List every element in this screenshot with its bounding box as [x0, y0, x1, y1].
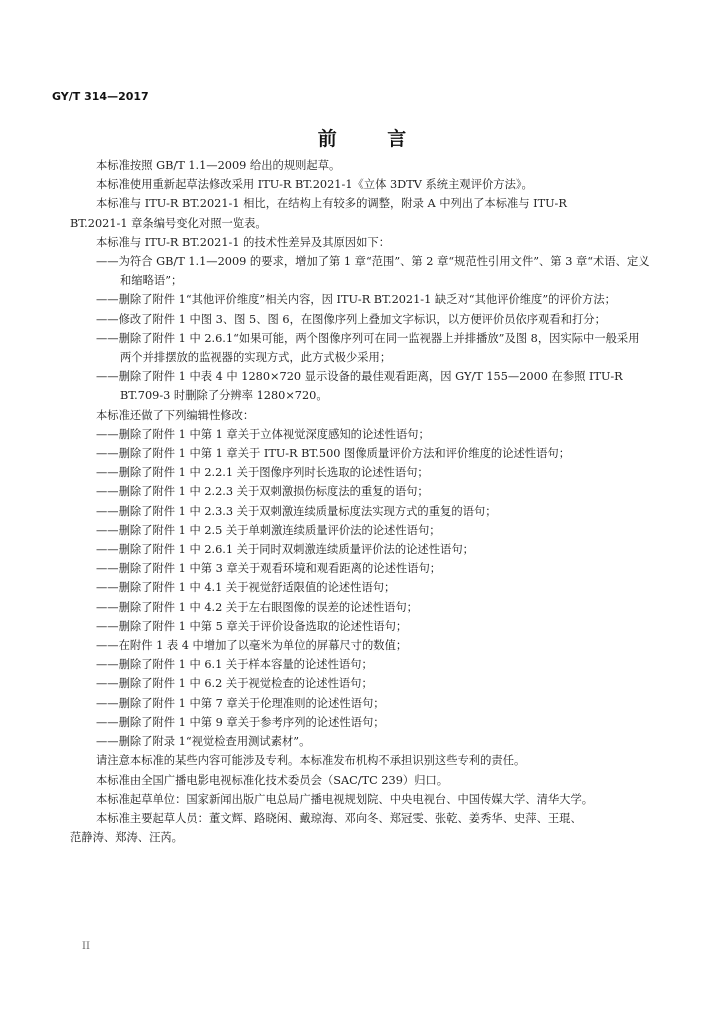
list-item	[0, 655, 724, 674]
paragraph	[0, 406, 724, 425]
list-item	[0, 482, 724, 501]
list-item	[0, 502, 724, 521]
list-item-text: ——删除了附件 1 中 4.1 关于视觉舒适限值的论述性语句；	[96, 581, 396, 595]
list-item	[0, 252, 724, 290]
list-item-text: ——删除了附件 1 中 2.3.3 关于双刺激连续质量标度法实现方式的重复的语句；	[96, 504, 497, 518]
list-item	[0, 598, 724, 617]
list-item	[0, 674, 724, 693]
list-item-text: ——删除了附件 1 中第 7 章关于伦理准则的论述性语句；	[96, 696, 385, 710]
list-item	[0, 329, 724, 367]
list-item-text: ——删除了附件 1 中 2.2.3 关于双刺激损伤标度法的重复的语句；	[96, 485, 429, 499]
list-item	[0, 290, 724, 309]
list-item	[0, 636, 724, 655]
paragraph	[0, 771, 724, 790]
list-item-text: ——为符合 GB/T 1.1—2009 的要求，增加了第 1 章“范围”、第 2 章“规范性引用文件”、第 3 章“术语、定义和缩略语”；	[96, 255, 650, 288]
paragraph	[0, 790, 724, 809]
paragraph-text: 本标准与 ITU-R BT.2021-1 相比，在结构上有较多的调整，附录 A 中列出了本标准与 ITU-R	[96, 197, 567, 211]
list-item-text: ——删除了附件 1 中 6.1 关于样本容量的论述性语句；	[96, 658, 373, 672]
paragraph	[0, 751, 724, 770]
list-item	[0, 540, 724, 559]
list-item-text: ——删除了附件 1 中 2.5 关于单刺激连续质量评价法的论述性语句；	[96, 523, 441, 537]
list-item-text: ——删除了附件 1 中第 9 章关于参考序列的论述性语句；	[96, 715, 385, 729]
paragraph	[0, 233, 724, 252]
paragraph-text: 本标准与 ITU-R BT.2021-1 的技术性差异及其原因如下：	[96, 235, 390, 249]
list-item	[0, 463, 724, 482]
document-body	[0, 156, 724, 847]
list-item	[0, 578, 724, 597]
list-item	[0, 713, 724, 732]
list-item-text: ——删除了附件 1 中 2.6.1 关于同时双刺激连续质量评价法的论述性语句；	[96, 543, 474, 557]
list-item	[0, 559, 724, 578]
paragraph-continuation: BT.2021-1 章条编号变化对照一览表。	[70, 216, 267, 230]
list-item	[0, 732, 724, 751]
paragraph	[0, 194, 724, 232]
paragraph-text: 本标准主要起草人员：董文辉、路晓闲、戴琼海、邓向冬、郑冠雯、张乾、姜秀华、史萍、王琨、	[96, 811, 582, 825]
list-item-text: ——删除了附件 1 中第 1 章关于立体视觉深度感知的论述性语句；	[96, 427, 430, 441]
list-item-text: ——删除了附件 1 中第 3 章关于观看环境和观看距离的论述性语句；	[96, 562, 442, 576]
paragraph-continuation: 范静涛、郑涛、汪芮。	[70, 831, 183, 845]
paragraph	[0, 156, 724, 175]
paragraph	[0, 175, 724, 194]
list-item-text: ——删除了附件 1 中 6.2 关于视觉检查的论述性语句；	[96, 677, 373, 691]
list-item-text: ——删除了附件 1 中 4.2 关于左右眼图像的误差的论述性语句；	[96, 600, 418, 614]
paragraph-text: 本标准还做了下列编辑性修改：	[96, 408, 255, 422]
list-item-text: ——修改了附件 1 中图 3、图 5、图 6，在图像序列上叠加文字标识，以方便评价员依序观看和打分；	[96, 312, 606, 326]
list-item	[0, 521, 724, 540]
page-title: 前 言	[317, 128, 429, 150]
list-item-text: ——删除了附件 1 中第 5 章关于评价设备选取的论述性语句；	[96, 619, 408, 633]
paragraph-text: 请注意本标准的某些内容可能涉及专利。本标准发布机构不承担识别这些专利的责任。	[96, 754, 526, 768]
list-item-text: ——删除了附件 1 中 2.6.1“如果可能，两个图像序列可在同一监视器上并排播放”及图 8，因实际中一般采用两个并排摆放的监视器的实现方式，此方式极少采用；	[96, 331, 640, 365]
list-item-text: ——删除了附件 1 中表 4 中 1280×720 显示设备的最佳观看距离，因 GY/T 155—2000 在参照 ITU-R BT.709-3 时删除了分辨率 1280×720。	[96, 370, 623, 403]
list-item	[0, 694, 724, 713]
list-item	[0, 425, 724, 444]
page-number: II	[82, 941, 90, 952]
list-item	[0, 617, 724, 636]
list-item	[0, 310, 724, 329]
list-item-text: ——删除了附件 1 中 2.2.1 关于图像序列时长选取的论述性语句；	[96, 466, 429, 480]
list-item-text: ——删除了附录 1“视觉检查用测试素材”。	[96, 735, 311, 749]
list-item-text: ——删除了附件 1 中第 1 章关于 ITU-R BT.500 图像质量评价方法和评价维度的论述性语句；	[96, 447, 570, 461]
list-item	[0, 444, 724, 463]
paragraph-text: 本标准使用重新起草法修改采用 ITU-R BT.2021-1《立体 3DTV 系统主观评价方法》。	[96, 178, 533, 192]
paragraph-text: 本标准起草单位：国家新闻出版广电总局广播电视规划院、中央电视台、中国传媒大学、清华大学。	[96, 792, 594, 806]
list-item-text: ——在附件 1 表 4 中增加了以毫米为单位的屏幕尺寸的数值；	[96, 639, 408, 653]
list-item	[0, 367, 724, 405]
paragraph-text: 本标准由全国广播电影电视标准化技术委员会（SAC/TC 239）归口。	[96, 773, 449, 787]
standard-code: GY/T 314—2017	[52, 90, 149, 103]
paragraph-text: 本标准按照 GB/T 1.1—2009 给出的规则起草。	[96, 159, 341, 172]
paragraph	[0, 809, 724, 847]
list-item-text: ——删除了附件 1“其他评价维度”相关内容，因 ITU-R BT.2021-1 缺乏对“其他评价维度”的评价方法；	[96, 293, 616, 307]
